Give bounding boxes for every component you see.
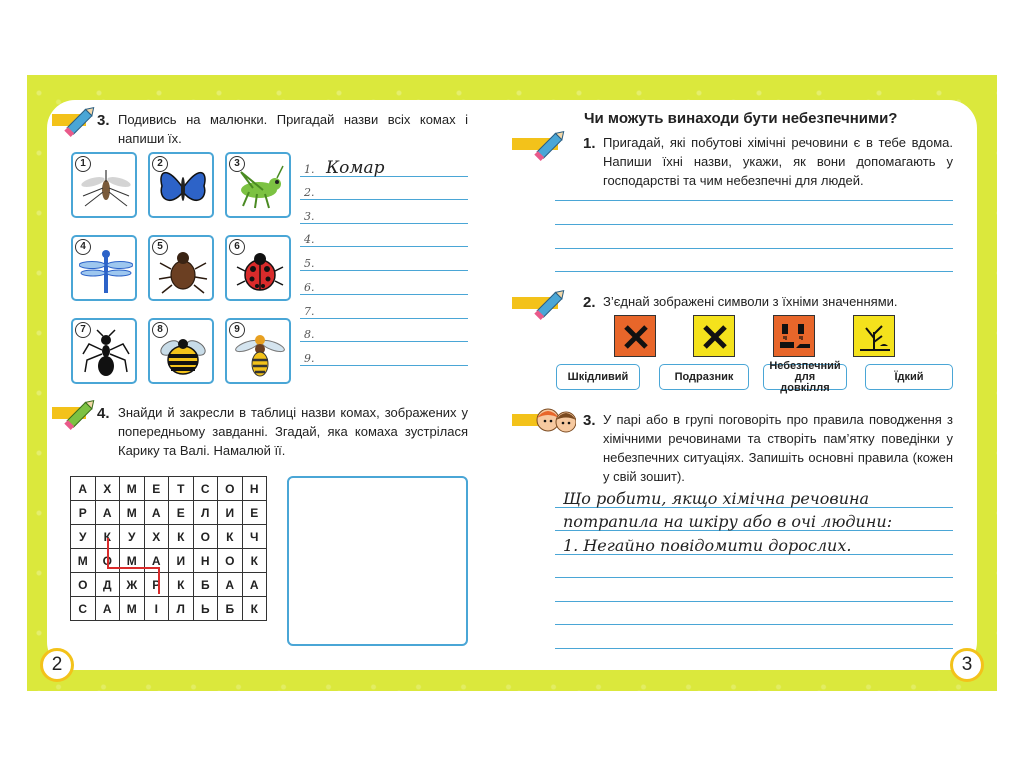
grid-cell[interactable]: Е — [169, 501, 194, 525]
grasshopper-icon — [233, 162, 287, 214]
answer-line-8[interactable] — [300, 341, 468, 342]
handwritten-line: Що робити, якщо хімічна речовина — [563, 489, 870, 508]
grid-cell[interactable]: Т — [169, 477, 194, 501]
corrosive-symbol-icon[interactable] — [773, 315, 815, 357]
handwritten-answer: Комар — [326, 158, 385, 178]
grid-cell[interactable]: Х — [144, 525, 169, 549]
grid-cell[interactable]: О — [218, 477, 243, 501]
task3-text: Подивись на малюнки. Пригадай назви всіх комах і напиши їх. — [118, 112, 468, 146]
answer-line-5[interactable] — [300, 270, 468, 271]
insect-card-6 — [225, 235, 291, 301]
grid-cell[interactable]: Ь — [193, 597, 218, 621]
write-line[interactable] — [555, 248, 953, 249]
write-line[interactable] — [555, 200, 953, 201]
r-task3-text: У парі або в групі поговоріть про правила поводження з хімічними речовинами та створіть пам’ятку поведінки у небезпечних ситуаціях. Запишіть основні правила (кожен у свій зошит). — [603, 412, 953, 484]
answer-line-9[interactable] — [300, 365, 468, 366]
insect-card-3 — [225, 152, 291, 218]
insect-card-1 — [71, 152, 137, 218]
answer-line-7[interactable] — [300, 318, 468, 319]
meaning-harmful[interactable]: Шкідливий — [556, 364, 640, 390]
answer-line-2[interactable] — [300, 199, 468, 200]
r-task3-number: 3. — [583, 412, 596, 429]
grid-cell[interactable]: Д — [95, 573, 120, 597]
answer-number: 8. — [304, 328, 315, 341]
answer-number: 3. — [304, 210, 315, 223]
meaning-corrosive[interactable]: Їдкий — [865, 364, 953, 390]
pencil-icon — [512, 283, 572, 323]
grid-cell[interactable]: А — [95, 597, 120, 621]
grid-cell[interactable]: М — [120, 549, 145, 573]
section-title: Чи можуть винаходи бути небезпечними? — [584, 110, 898, 127]
insect-card-2 — [148, 152, 214, 218]
drawing-area[interactable] — [287, 476, 468, 646]
grid-cell[interactable]: И — [169, 549, 194, 573]
ladybug-icon — [233, 245, 287, 297]
pencil-icon — [52, 393, 98, 431]
insect-card-7 — [71, 318, 137, 384]
pencil-icon — [52, 100, 98, 138]
insect-number: 5 — [152, 239, 168, 255]
meaning-irritant[interactable]: Подразник — [659, 364, 749, 390]
insect-number: 8 — [152, 322, 168, 338]
grid-cell[interactable]: О — [95, 549, 120, 573]
write-line[interactable] — [555, 601, 953, 602]
grid-cell[interactable]: У — [71, 525, 96, 549]
answer-line-3[interactable] — [300, 223, 468, 224]
grid-cell[interactable]: М — [71, 549, 96, 573]
grid-cell[interactable]: І — [144, 597, 169, 621]
insect-card-4 — [71, 235, 137, 301]
task4-number: 4. — [97, 405, 110, 422]
grid-cell[interactable]: К — [218, 525, 243, 549]
insect-number: 6 — [229, 239, 245, 255]
write-line[interactable] — [555, 577, 953, 578]
toxic-symbol-icon[interactable] — [614, 315, 656, 357]
insect-card-5 — [148, 235, 214, 301]
r-task1-text: Пригадай, які побутові хімічні речовини є в тебе вдома. Напиши їхні назви, укажи, як вони допомагають у господарстві та чим небезпечні для людей. — [603, 135, 953, 188]
task3-number: 3. — [97, 112, 110, 129]
grid-cell[interactable]: И — [218, 501, 243, 525]
grid-cell[interactable]: А — [242, 573, 267, 597]
write-line[interactable] — [555, 648, 953, 649]
handwritten-line: потрапила на шкіру або в очі людини: — [563, 512, 893, 531]
grid-cell[interactable]: М — [120, 501, 145, 525]
grid-cell[interactable]: К — [169, 525, 194, 549]
insect-card-9 — [225, 318, 291, 384]
r-task2-text: З’єднай зображені символи з їхніми значеннями. — [603, 294, 898, 309]
r-task1-number: 1. — [583, 135, 596, 152]
grid-cell[interactable]: О — [71, 573, 96, 597]
ant-icon — [79, 328, 133, 380]
grid-cell[interactable]: Е — [242, 501, 267, 525]
grid-cell[interactable]: Б — [218, 597, 243, 621]
grid-cell[interactable]: Ж — [120, 573, 145, 597]
grid-cell[interactable]: С — [71, 597, 96, 621]
grid-cell[interactable]: Р — [144, 573, 169, 597]
grid-cell[interactable]: О — [193, 525, 218, 549]
handwritten-line: 1. Негайно повідомити дорослих. — [563, 536, 852, 555]
task4-text: Знайди й закресли в таблиці назви комах, зображених у попередньому завданні. Згадай, яка комаха зустрілася Карику та Валі. Намалюй її. — [118, 405, 468, 458]
grid-cell[interactable]: У — [120, 525, 145, 549]
grid-cell[interactable]: А — [144, 501, 169, 525]
page-number-right: 3 — [950, 648, 984, 682]
grid-cell[interactable]: К — [242, 549, 267, 573]
grid-cell[interactable]: Р — [71, 501, 96, 525]
answer-number: 7. — [304, 305, 315, 318]
irritant-symbol-icon[interactable] — [693, 315, 735, 357]
grid-cell[interactable]: Н — [193, 549, 218, 573]
grid-cell[interactable]: Е — [144, 477, 169, 501]
meaning-environment-hazard[interactable]: Небезпечний для довкілля — [763, 364, 847, 390]
answer-number: 1. — [304, 163, 315, 176]
grid-cell[interactable]: А — [95, 501, 120, 525]
answer-number: 5. — [304, 257, 315, 270]
children-icon — [512, 400, 576, 440]
answer-number: 2. — [304, 186, 315, 199]
beetle-icon — [156, 245, 210, 297]
grid-cell[interactable]: А — [71, 477, 96, 501]
insect-number: 2 — [152, 156, 168, 172]
insect-number: 3 — [229, 156, 245, 172]
grid-cell[interactable]: К — [242, 597, 267, 621]
environment-hazard-icon[interactable] — [853, 315, 895, 357]
grid-cell[interactable]: М — [120, 597, 145, 621]
grid-cell[interactable]: К — [95, 525, 120, 549]
insect-number: 1 — [75, 156, 91, 172]
insect-card-8 — [148, 318, 214, 384]
insect-number: 7 — [75, 322, 91, 338]
grid-cell[interactable]: Л — [169, 597, 194, 621]
grid-cell[interactable]: А — [144, 549, 169, 573]
grid-cell[interactable]: Ч — [242, 525, 267, 549]
grid-cell[interactable]: Н — [242, 477, 267, 501]
grid-cell[interactable]: А — [218, 573, 243, 597]
grid-cell[interactable]: М — [120, 477, 145, 501]
write-line[interactable] — [555, 224, 953, 225]
answer-number: 6. — [304, 281, 315, 294]
butterfly-icon — [156, 162, 210, 214]
grid-cell[interactable]: О — [218, 549, 243, 573]
answer-line-4[interactable] — [300, 246, 468, 247]
grid-cell[interactable]: Л — [193, 501, 218, 525]
found-word-path — [70, 476, 280, 636]
grid-cell[interactable]: Х — [95, 477, 120, 501]
insect-number: 9 — [229, 322, 245, 338]
grid-cell[interactable]: Б — [193, 573, 218, 597]
grid-cell[interactable]: К — [169, 573, 194, 597]
answer-number: 4. — [304, 233, 315, 246]
mosquito-icon — [79, 162, 133, 214]
grid-cell[interactable]: С — [193, 477, 218, 501]
page-number-left: 2 — [40, 648, 74, 682]
insect-number: 4 — [75, 239, 91, 255]
write-line[interactable] — [555, 624, 953, 625]
bumblebee-icon — [156, 328, 210, 380]
answer-line-6[interactable] — [300, 294, 468, 295]
answer-number: 9. — [304, 352, 315, 365]
r-task2-number: 2. — [583, 294, 596, 311]
dragonfly-icon — [79, 245, 133, 297]
write-line[interactable] — [555, 271, 953, 272]
pencil-icon — [512, 124, 572, 164]
wasp-icon — [233, 328, 287, 380]
